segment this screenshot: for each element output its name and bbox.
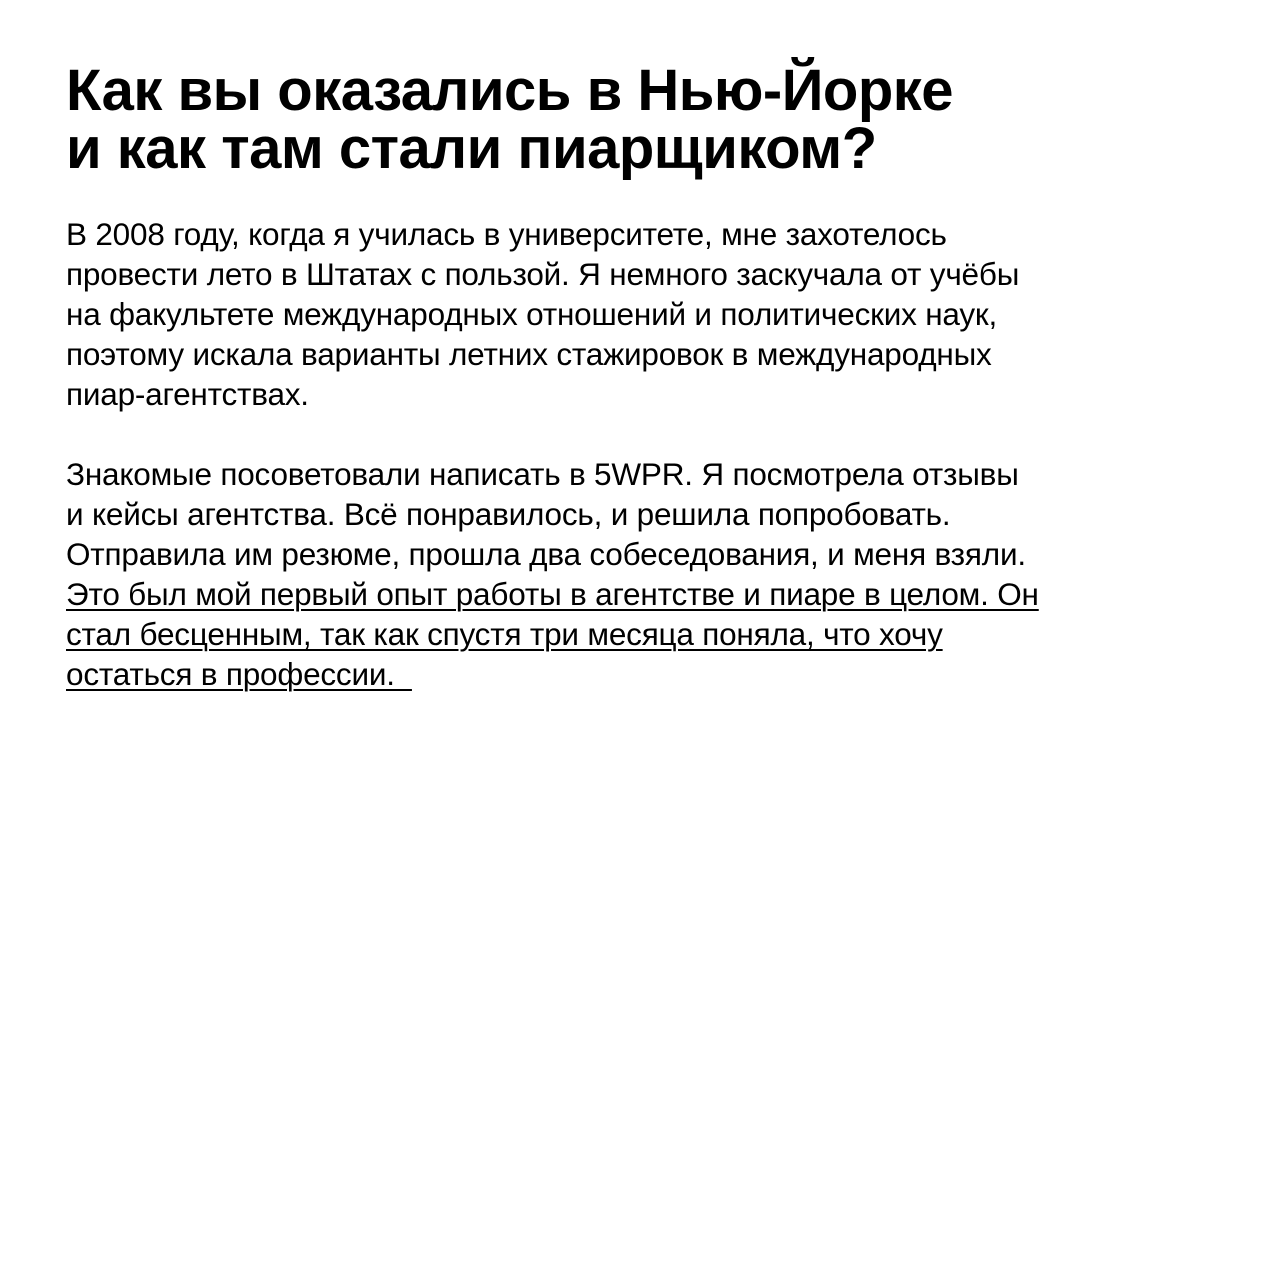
paragraph-2 bbox=[66, 454, 1226, 694]
underlined-line: стал бесценным, так как спустя три месяца поняла, что хочу bbox=[66, 616, 943, 652]
paragraph-line: на факультете международных отношений и политических наук, bbox=[66, 296, 998, 332]
paragraph-line: поэтому искала варианты летних стажировок в международных bbox=[66, 336, 992, 372]
underlined-line: остаться в профессии. bbox=[66, 656, 412, 692]
underlined-line: Это был мой первый опыт работы в агентстве и пиаре в целом. Он bbox=[66, 576, 1039, 612]
paragraph-line: Отправила им резюме, прошла два собеседования, и меня взяли. bbox=[66, 536, 1026, 572]
title-line-1: Как вы оказались в Нью-Йорке bbox=[66, 58, 954, 123]
paragraph-line: В 2008 году, когда я училась в университете, мне захотелось bbox=[66, 216, 947, 252]
paragraph-line: и кейсы агентства. Всё понравилось, и решила попробовать. bbox=[66, 496, 951, 532]
page-title bbox=[66, 58, 1226, 181]
paragraph-line: пиар-агентствах. bbox=[66, 376, 309, 412]
paragraph-line: Знакомые посоветовали написать в 5WPR. Я посмотрела отзывы bbox=[66, 456, 1019, 492]
title-line-2: и как там стали пиарщиком? bbox=[66, 116, 877, 181]
article-body bbox=[66, 214, 1226, 694]
paragraph-1 bbox=[66, 214, 1226, 414]
paragraph-line: провести лето в Штатах с пользой. Я немного заскучала от учёбы bbox=[66, 256, 1020, 292]
article bbox=[66, 58, 1226, 694]
